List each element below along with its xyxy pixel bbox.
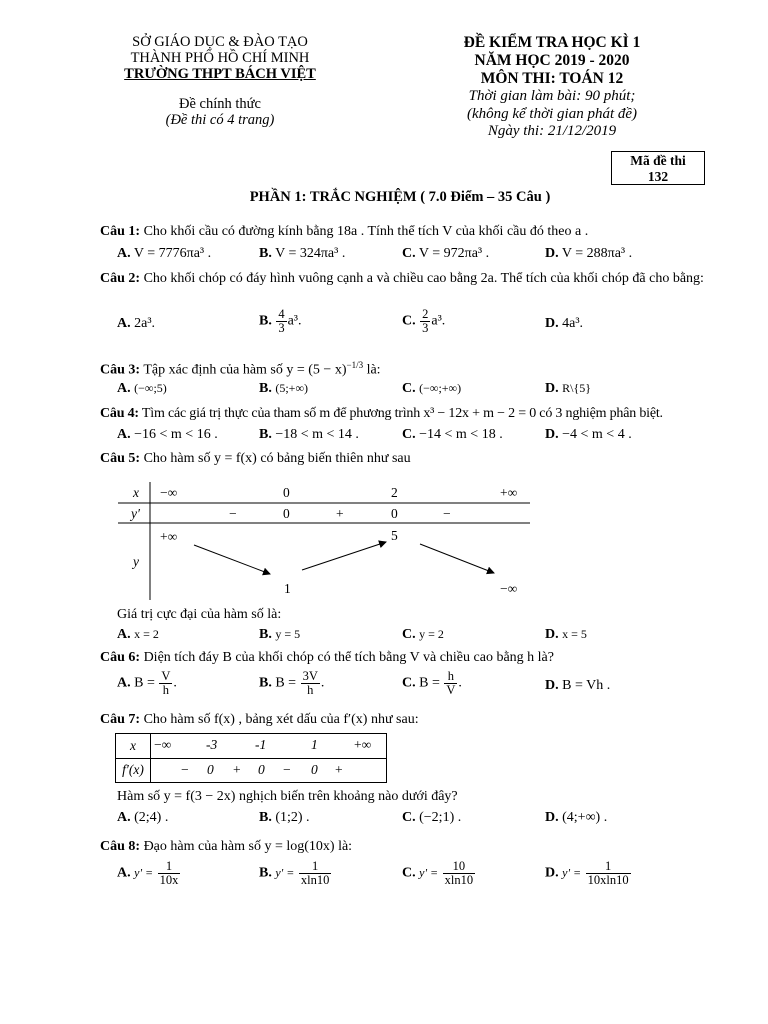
decreasing-arrow xyxy=(194,545,270,574)
option-text: (1;2) . xyxy=(275,810,310,825)
fraction: $\frac{h}{V}$ xyxy=(446,669,456,697)
sign: + xyxy=(335,761,343,777)
sign: + xyxy=(233,761,241,777)
option-letter: A. xyxy=(117,246,131,261)
exam-code-label: Mã đề thi xyxy=(630,153,686,168)
exam-code-value: 132 xyxy=(647,169,669,184)
question-text: Tập xác định của hàm số y = (5 − x) xyxy=(143,362,347,378)
x-row xyxy=(151,734,387,759)
option-text: y = 2 xyxy=(419,627,444,641)
option-text: 2a³. xyxy=(134,316,156,331)
option-text: −18 < m < 14 . xyxy=(275,427,359,442)
question-4-options xyxy=(117,427,717,447)
fprime-row xyxy=(151,758,387,783)
department-name: SỞ GIÁO DỤC & ĐÀO TẠO xyxy=(132,34,308,50)
option-pre: y' = xyxy=(275,865,295,880)
sign: 0 xyxy=(283,506,290,521)
question-5 xyxy=(100,450,705,467)
x-value: −∞ xyxy=(154,737,172,752)
fraction: $\frac{1}{10x}$ xyxy=(159,859,179,887)
option-letter: D. xyxy=(545,427,559,442)
row-label-x: x xyxy=(133,485,139,500)
option-pre: B = xyxy=(419,675,440,691)
decreasing-arrow xyxy=(420,544,494,573)
school-name: TRƯỜNG THPT BÁCH VIỆT xyxy=(124,66,316,82)
variation-table xyxy=(118,482,533,600)
option-text: V = 7776πa³ . xyxy=(133,246,212,261)
option-letter: C. xyxy=(402,427,416,442)
fraction: $\frac{3V}{h}$ xyxy=(302,669,318,697)
option-text: V = 288πa³ . xyxy=(561,246,633,261)
fraction: $\frac{4}{3}$ xyxy=(278,307,285,335)
option-text: . xyxy=(458,675,462,691)
question-5-prompt: Giá trị cực đại của hàm số là: xyxy=(117,607,282,622)
option-letter: D. xyxy=(545,865,559,881)
sign: 0 xyxy=(207,761,214,777)
variation-table-lines xyxy=(118,482,533,600)
question-3 xyxy=(100,357,705,379)
option-letter: D. xyxy=(545,246,559,261)
question-6-options xyxy=(117,670,717,706)
option-letter: B. xyxy=(259,810,272,825)
option-pre: B = xyxy=(275,675,297,691)
sign: − xyxy=(283,761,291,777)
x-value: 1 xyxy=(311,737,318,752)
option-letter: B. xyxy=(259,865,272,881)
question-text: Cho khối chóp có đáy hình vuông cạnh a và chiều cao bằng 2a. Thể tích của khối chóp đã cho bằng: xyxy=(143,271,704,286)
question-6 xyxy=(100,649,705,666)
question-label: Câu 6: xyxy=(100,650,141,665)
question-8-options xyxy=(117,860,717,896)
subject: MÔN THI: TOÁN 12 xyxy=(480,70,624,87)
option-letter: C. xyxy=(402,246,416,261)
exam-date: Ngày thi: 21/12/2019 xyxy=(487,123,617,139)
option-pre: y' = xyxy=(562,865,582,880)
option-text: V = 972πa³ . xyxy=(418,246,490,261)
sign-table xyxy=(115,733,387,783)
row-label-y: y xyxy=(133,554,139,569)
row-label-yprime: y′ xyxy=(131,506,140,521)
option-pre: y' = xyxy=(419,865,439,880)
option-letter: C. xyxy=(402,381,416,396)
fraction: $\frac{2}{3}$ xyxy=(422,307,429,335)
option-text: B = Vh . xyxy=(562,678,611,693)
y-value: −∞ xyxy=(500,581,518,596)
option-text: x = 2 xyxy=(134,627,159,641)
option-text: (2;4) . xyxy=(134,810,169,825)
option-letter: D. xyxy=(545,316,559,331)
x-value: 0 xyxy=(283,485,290,500)
option-letter: A. xyxy=(117,316,131,331)
exam-title: ĐỀ KIỂM TRA HỌC KÌ 1 xyxy=(463,34,641,51)
header-left xyxy=(60,34,380,128)
option-letter: C. xyxy=(402,675,416,691)
header-right xyxy=(392,34,712,141)
question-7-prompt: Hàm số y = f(3 − 2x) nghịch biến trên khoảng nào dưới đây? xyxy=(117,789,458,804)
option-letter: D. xyxy=(545,381,559,396)
option-text: (−∞;5) xyxy=(134,381,167,395)
fraction: $\frac{V}{h}$ xyxy=(161,669,171,697)
option-text: x = 5 xyxy=(562,627,587,641)
option-text: (−2;1) . xyxy=(419,810,462,825)
sign: 0 xyxy=(258,761,265,777)
sign: + xyxy=(336,506,344,521)
option-text: a³. xyxy=(431,313,446,329)
question-label: Câu 1: xyxy=(100,224,141,239)
page-count: (Đề thi có 4 trang) xyxy=(165,112,275,128)
option-letter: A. xyxy=(117,675,131,691)
question-5-options xyxy=(117,627,717,647)
question-7 xyxy=(100,711,705,728)
option-text: −4 < m < 4 . xyxy=(562,427,632,442)
question-text-after: là: xyxy=(363,362,381,378)
option-letter: C. xyxy=(402,810,416,825)
question-7-options xyxy=(117,810,717,830)
school-year: NĂM HỌC 2019 - 2020 xyxy=(474,52,630,69)
question-label: Câu 7: xyxy=(100,712,141,727)
increasing-arrow xyxy=(302,542,386,570)
option-letter: B. xyxy=(259,313,272,329)
city-name: THÀNH PHỐ HỒ CHÍ MINH xyxy=(130,50,310,66)
question-2-options xyxy=(117,308,717,344)
row-label-fprime: f′(x) xyxy=(116,758,151,783)
option-letter: D. xyxy=(545,627,559,642)
option-text: 4a³. xyxy=(562,316,584,331)
fraction: $\frac{1}{10xln10}$ xyxy=(587,859,629,887)
sign: − xyxy=(443,506,451,521)
x-value: +∞ xyxy=(354,737,372,752)
exam-code-box xyxy=(611,151,705,185)
question-text: Đạo hàm của hàm số y = log(10x) là: xyxy=(143,839,353,854)
option-letter: B. xyxy=(259,246,272,261)
option-pre: B = xyxy=(134,675,155,691)
option-letter: C. xyxy=(402,313,416,329)
sign: − xyxy=(181,761,189,777)
sign: − xyxy=(229,506,237,521)
option-text: (5;+∞) xyxy=(275,381,308,395)
question-label: Câu 8: xyxy=(100,839,141,854)
x-value: +∞ xyxy=(500,485,518,500)
question-label: Câu 3: xyxy=(100,362,141,378)
question-text: Cho hàm số f(x) , bảng xét dấu của f′(x) như sau: xyxy=(143,712,419,727)
option-letter: C. xyxy=(402,865,416,881)
option-text: . xyxy=(320,675,325,691)
option-letter: A. xyxy=(117,865,131,881)
question-8 xyxy=(100,838,705,855)
option-text: y = 5 xyxy=(275,627,301,641)
question-label: Câu 2: xyxy=(100,271,141,286)
part-title: PHẦN 1: TRẮC NGHIỆM ( 7.0 Điểm – 35 Câu ) xyxy=(249,189,551,205)
option-letter: A. xyxy=(117,427,131,442)
option-text: −16 < m < 16 . xyxy=(134,427,218,442)
duration: Thời gian làm bài: 90 phút; xyxy=(468,88,636,104)
fraction: $\frac{10}{xln10}$ xyxy=(444,859,474,887)
option-text: . xyxy=(173,675,177,691)
option-letter: B. xyxy=(259,627,272,642)
option-text: (4;+∞) . xyxy=(562,810,608,825)
option-letter: B. xyxy=(259,381,272,396)
option-text: (−∞;+∞) xyxy=(419,381,462,395)
question-label: Câu 4: xyxy=(100,406,139,421)
option-text: a³. xyxy=(287,313,302,329)
option-text: R\{5} xyxy=(562,381,591,395)
y-value: 1 xyxy=(284,581,291,596)
question-label: Câu 5: xyxy=(100,451,141,466)
option-letter: B. xyxy=(259,427,272,442)
x-value: -3 xyxy=(206,737,218,752)
option-letter: A. xyxy=(117,627,131,642)
question-1 xyxy=(100,223,705,240)
option-letter: D. xyxy=(545,678,559,693)
question-text: Cho khối cầu có đường kính bằng 18a . Tính thể tích V của khối cầu đó theo a . xyxy=(143,224,589,239)
option-letter: C. xyxy=(402,627,416,642)
question-4 xyxy=(100,405,705,422)
option-text: −14 < m < 18 . xyxy=(419,427,503,442)
y-value: 5 xyxy=(391,528,398,543)
fraction: $\frac{1}{xln10}$ xyxy=(300,859,330,887)
option-letter: A. xyxy=(117,810,131,825)
option-letter: B. xyxy=(259,675,272,691)
row-label-x: x xyxy=(116,734,151,759)
x-value: -1 xyxy=(255,737,267,752)
question-text: Cho hàm số y = f(x) có bảng biến thiên như sau xyxy=(143,451,411,466)
x-value: 2 xyxy=(391,485,398,500)
question-1-options xyxy=(117,246,717,266)
sign: 0 xyxy=(391,506,398,521)
option-pre: y' = xyxy=(134,865,154,880)
option-letter: A. xyxy=(117,381,131,396)
official-label: Đề chính thức xyxy=(179,96,261,112)
question-3-options xyxy=(117,381,717,401)
question-2 xyxy=(100,270,705,287)
question-text: Diện tích đáy B của khối chóp có thể tích bằng V và chiều cao bằng h là? xyxy=(143,650,554,665)
duration-note: (không kể thời gian phát đề) xyxy=(466,105,638,122)
exponent: −1/3 xyxy=(346,360,364,370)
option-letter: D. xyxy=(545,810,559,825)
sign: 0 xyxy=(311,761,318,777)
question-text: Tìm các giá trị thực của tham số m để phương trình x³ − 12x + m − 2 = 0 có 3 nghiệm phân biệt. xyxy=(141,406,663,421)
y-value: +∞ xyxy=(160,529,178,544)
x-value: −∞ xyxy=(160,485,178,500)
option-text: V = 324πa³ . xyxy=(275,246,346,261)
